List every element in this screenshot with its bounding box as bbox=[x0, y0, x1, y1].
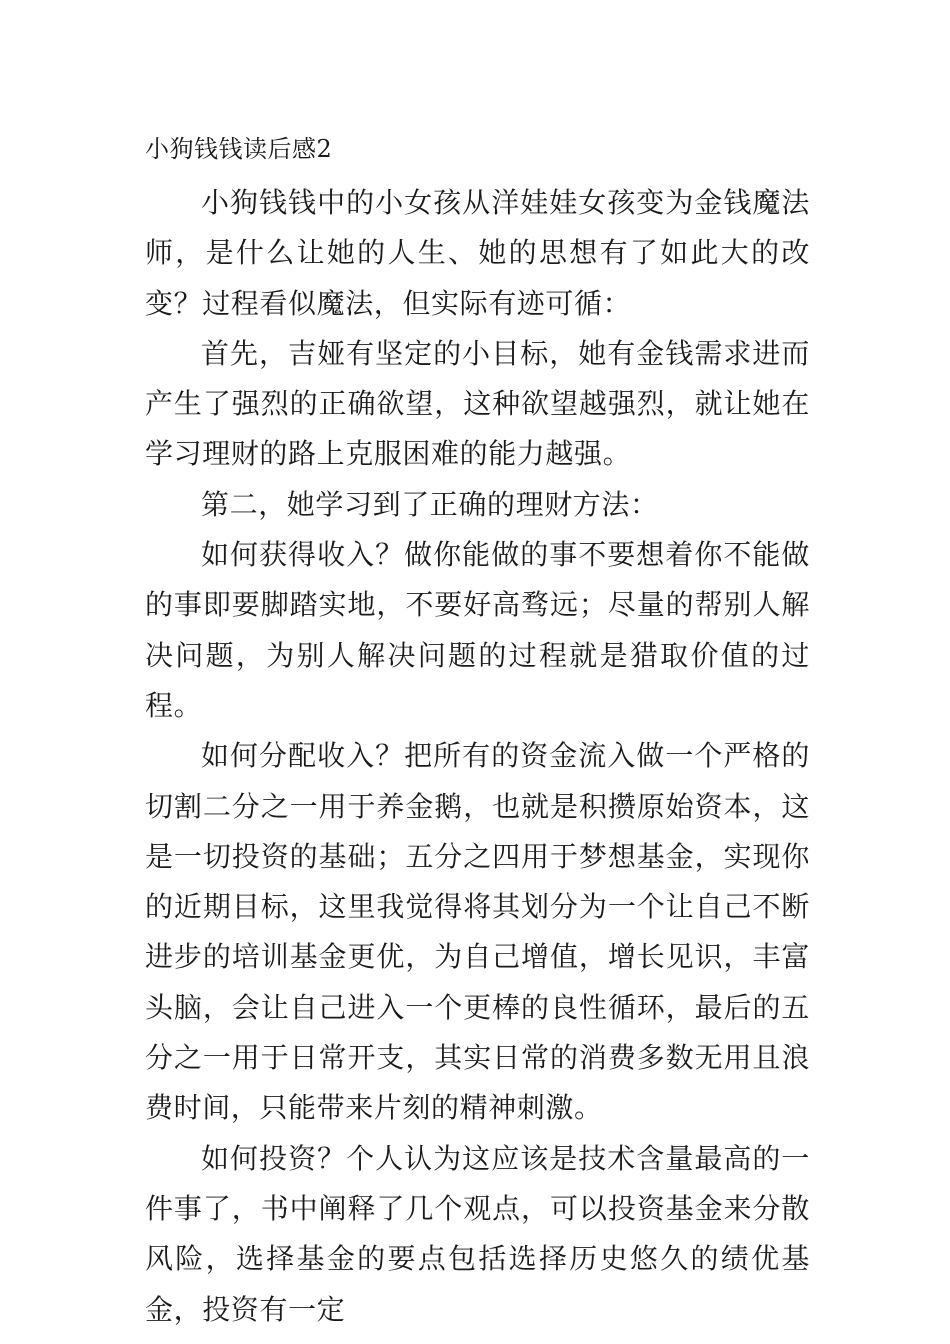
document-body bbox=[145, 178, 810, 1335]
paragraph-allocation: 如何分配收入？把所有的资金流入做一个严格的切割二分之一用于养金鹅，也就是积攒原始资本，这是一切投资的基础；五分之四用于梦想基金，实现你的近期目标，这里我觉得将其划分为一个让自己不断进步的培训基金更优，为自己增值，增长见识，丰富头脑，会让自己进入一个更棒的良性循环，最后的五分之一用于日常开支，其实日常的消费多数无用且浪费时间，只能带来片刻的精神刺激。 bbox=[145, 739, 810, 1125]
paragraph-first-point: 首先，吉娅有坚定的小目标，她有金钱需求进而产生了强烈的正确欲望，这种欲望越强烈，就让她在学习理财的路上克服困难的能力越强。 bbox=[145, 336, 810, 471]
document-title: 小狗钱钱读后感2 bbox=[145, 135, 333, 163]
paragraph-investing: 如何投资？个人认为这应该是技术含量最高的一件事了，书中阐释了几个观点，可以投资基金来分散风险，选择基金的要点包括选择历史悠久的绩优基金，投资有一定 bbox=[145, 1141, 810, 1326]
paragraph-income: 如何获得收入？做你能做的事不要想着你不能做的事即要脚踏实地，不要好高骛远；尽量的帮别人解决问题，为别人解决问题的过程就是猎取价值的过程。 bbox=[145, 538, 810, 722]
paragraph-second-point: 第二，她学习到了正确的理财方法： bbox=[201, 487, 659, 521]
paragraph-intro: 小狗钱钱中的小女孩从洋娃娃女孩变为金钱魔法师，是什么让她的人生、她的思想有了如此大的改变？过程看似魔法，但实际有迹可循： bbox=[145, 186, 810, 320]
